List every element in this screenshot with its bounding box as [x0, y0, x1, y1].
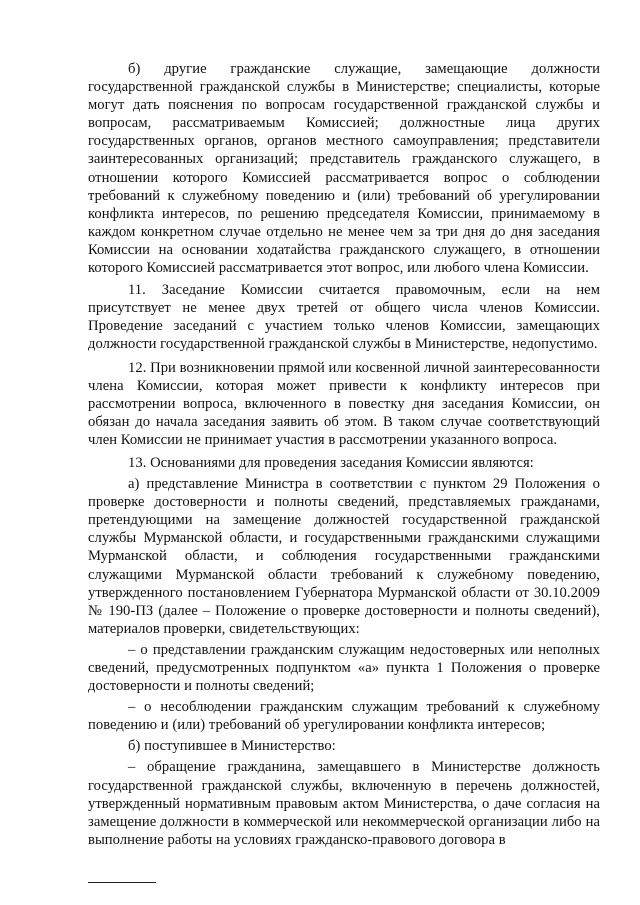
- paragraph-commission-participants: б) другие гражданские служащие, замещающие должности государственной гражданской службы в Министерстве; специалисты, которые могут дать пояснения по вопросам государственной гражданской службы и вопросам, рассматриваемым Комиссией; должностные лица других государственных органов, органов местного самоуправления; представители заинтересованных организаций; представитель гражданского служащего, в отношении которого Комиссией рассматривается вопрос о соблюдении требований к служебному поведению и (или) требований об урегулировании конфликта интересов, по решению председателя Комиссии, принимаемому в каждом конкретном случае отдельно не менее чем за три дня до дня заседания Комиссии на основании ходатайства гражданского служащего, в отношении которого Комиссией рассматривается этот вопрос, или любого члена Комиссии.: [88, 61, 600, 277]
- document-page: [88, 60, 600, 852]
- paragraph-12-conflict-of-interest: 12. При возникновении прямой или косвенной личной заинтересованности члена Комиссии, которая может привести к конфликту интересов при рассмотрении вопроса, включенного в повестку дня заседания Комиссии, он обязан до начала заседания заявить об этом. В таком случае соответствующий член Комиссии не принимает участия в рассмотрении указанного вопроса.: [88, 359, 600, 448]
- paragraph-13-grounds: 13. Основаниями для проведения заседания Комиссии являются:: [128, 454, 534, 471]
- paragraph-dash-false-information: – о представлении гражданским служащим недостоверных или неполных сведений, предусмотренных подпунктом «а» пункта 1 Положения о проверке достоверности и полноты сведений;: [88, 641, 600, 695]
- paragraph-13a-ministers-submission: а) представление Министра в соответствии с пунктом 29 Положения о проверке достоверности и полноты сведений, представляемых гражданами, претендующими на замещение должностей государственной гражданской службы Мурманской области, и государственными гражданскими служащими Мурманской области, и соблюдения государственными гражданскими служащими Мурманской области требований к служебному поведению, утвержденного постановлением Губернатора Мурманской области от 30.10.2009 № 190-ПЗ (далее – Положение о проверке достоверности и полноты сведений), материалов проверки, свидетельствующих:: [88, 476, 600, 637]
- paragraph-11-quorum: 11. Заседание Комиссии считается правомочным, если на нем присутствует не менее двух третей от общего числа членов Комиссии. Проведение заседаний с участием только членов Комиссии, замещающих должности государственной гражданской службы в Министерстве, недопустимо.: [88, 282, 600, 353]
- paragraph-dash-noncompliance: – о несоблюдении гражданским служащим требований к служебному поведению и (или) требований об урегулировании конфликта интересов;: [88, 699, 600, 734]
- paragraph-13b-received: б) поступившее в Министерство:: [128, 738, 336, 755]
- paragraph-dash-citizen-appeal: – обращение гражданина, замещавшего в Министерстве должность государственной гражданской службы, включенную в перечень должностей, утвержденный нормативным правовым актом Министерства, о даче согласия на замещение должности в коммерческой или некоммерческой организации либо на выполнение работы на условиях гражданско-правового договора в: [88, 759, 600, 848]
- footnote-divider: [88, 882, 156, 883]
